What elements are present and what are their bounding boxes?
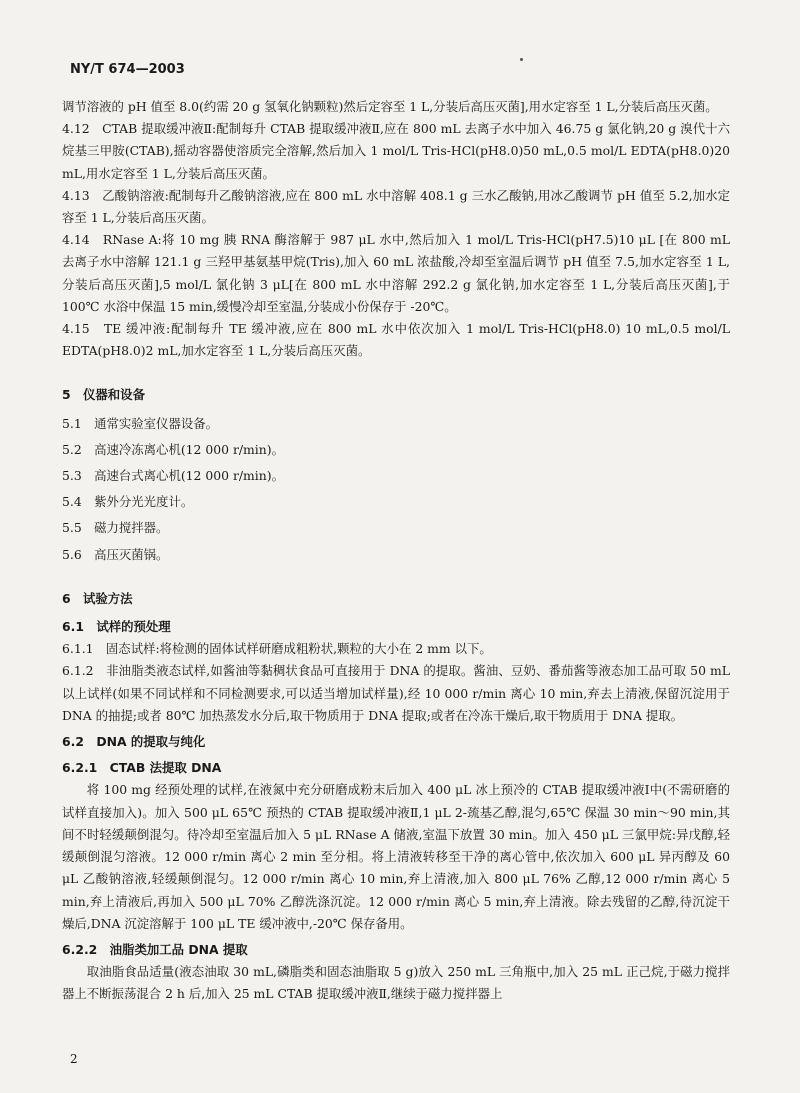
section-6-2-1-heading: 6.2.1 CTAB 法提取 DNA xyxy=(62,760,222,776)
clause-4-12: 4.12 CTAB 提取缓冲液Ⅱ:配制每升 CTAB 提取缓冲液Ⅱ,应在 800 mL 去离子水中加入 46.75 g 氯化钠,20 g 溴代十六烷基三甲胺(CTAB),摇动容器使溶质完全溶解,然后加入 1 mol/L Tris-HCl(pH8.0)50 mL,0.5 mol/L EDTA(pH8.0)20 mL,用水定容至 1 L,分装后高压灭菌。 xyxy=(62,121,730,181)
clause-6-1-1: 6.1.1 固态试样:将检测的固体试样研磨成粗粉状,颗粒的大小在 2 mm 以下。 xyxy=(62,641,492,657)
standard-header: NY/T 674—2003 xyxy=(70,62,185,77)
section-6-heading: 6 试验方法 xyxy=(62,590,133,606)
paragraph-continuation: 调节溶液的 pH 值至 8.0(约需 20 g 氢氧化钠颗粒)然后定容至 1 L,分装后高压灭菌],用水定容至 1 L,分装后高压灭菌。 xyxy=(62,99,718,114)
section-6-2-heading: 6.2 DNA 的提取与纯化 xyxy=(62,734,206,750)
page-content xyxy=(62,96,730,1006)
clause-4-14: 4.14 RNase A:将 10 mg 胰 RNA 酶溶解于 987 μL 水中,然后加入 1 mol/L Tris-HCl(pH7.5)10 μL [在 800 mL 去离子水中溶解 121.1 g 三羟甲基氨基甲烷(Tris),加入 60 mL 浓盐酸,冷却至室温后调节 pH 值至 7.5,加水定容至 1 L,分装后高压灭菌],5 mol/L 氯化钠 3 μL[在 800 mL 水中溶解 292.2 g 氯化钠,加水定容至 1 L,分装后高压灭菌],于 100℃ 水浴中保温 15 min,缓慢冷却至室温,分装成小份保存于 -20℃。 xyxy=(62,232,730,314)
scan-speck xyxy=(520,58,523,61)
section-6-2-2-heading: 6.2.2 油脂类加工品 DNA 提取 xyxy=(62,941,248,957)
clause-6-2-2-body: 取油脂食品适量(液态油取 30 mL,磷脂类和固态油脂取 5 g)放入 250 mL 三角瓶中,加入 25 mL 正己烷,于磁力搅拌器上不断振荡混合 2 h 后,加入 25 mL CTAB 提取缓冲液Ⅱ,继续于磁力搅拌器上 xyxy=(62,964,730,1002)
item-5-3: 5.3 高速台式离心机(12 000 r/min)。 xyxy=(62,468,284,484)
clause-4-13: 4.13 乙酸钠溶液:配制每升乙酸钠溶液,应在 800 mL 水中溶解 408.1 g 三水乙酸钠,用冰乙酸调节 pH 值至 5.2,加水定容至 1 L,分装后高压灭菌。 xyxy=(62,187,730,226)
item-5-4: 5.4 紫外分光光度计。 xyxy=(62,494,194,510)
item-5-1: 5.1 通常实验室仪器设备。 xyxy=(62,415,219,431)
item-5-2: 5.2 高速冷冻离心机(12 000 r/min)。 xyxy=(62,441,284,457)
clause-6-2-1-body: 将 100 mg 经预处理的试样,在液氮中充分研磨成粉末后加入 400 μL 冰上预冷的 CTAB 提取缓冲液Ⅰ中(不需研磨的试样直接加入)。加入 500 μL 65℃ 预热的 CTAB 提取缓冲液Ⅱ,1 μL 2-巯基乙醇,混匀,65℃ 保温 30 min～90 min,其间不时轻缓颠倒混匀。待冷却至室温后加入 5 μL RNase A 储液,室温下放置 30 min。加入 450 μL 三氯甲烷:异戊醇,轻缓颠倒混匀溶液。12 000 r/min 离心 2 min 至分相。将上清液转移至干净的离心管中,依次加入 600 μL 异丙醇及 60 μL 乙酸钠溶液,轻缓颠倒混匀。12 000 r/min 离心 10 min,弃上清液,加入 800 μL 76% 乙醇,12 000 r/min 离心 5 min,弃上清液后,再加入 500 μL 70% 乙醇洗涤沉淀。12 000 r/min 离心 5 min,弃上清液。除去残留的乙醇,待沉淀干燥后,DNA 沉淀溶解于 100 μL TE 缓冲液中,-20℃ 保存备用。 xyxy=(62,782,730,931)
section-5-heading: 5 仪器和设备 xyxy=(62,387,145,403)
page-number: 2 xyxy=(70,1052,78,1066)
item-5-6: 5.6 高压灭菌锅。 xyxy=(62,546,169,562)
item-5-5: 5.5 磁力搅拌器。 xyxy=(62,520,169,536)
section-6-1-heading: 6.1 试样的预处理 xyxy=(62,619,171,635)
clause-6-1-2: 6.1.2 非油脂类液态试样,如酱油等黏稠状食品可直接用于 DNA 的提取。酱油、豆奶、番茄酱等液态加工品可取 50 mL 以上试样(如果不同试样和不同检测要求,可以适当增加试样量),经 10 000 r/min 离心 10 min,弃去上清液,保留沉淀用于 DNA 的抽提;或者 80℃ 加热蒸发水分后,取干物质用于 DNA 提取;或者在冷冻干燥后,取干物质用于 DNA 提取。 xyxy=(62,663,730,723)
clause-4-15: 4.15 TE 缓冲液:配制每升 TE 缓冲液,应在 800 mL 水中依次加入 1 mol/L Tris-HCl(pH8.0) 10 mL,0.5 mol/L EDTA(pH8.0)2 mL,加水定容至 1 L,分装后高压灭菌。 xyxy=(62,321,730,359)
